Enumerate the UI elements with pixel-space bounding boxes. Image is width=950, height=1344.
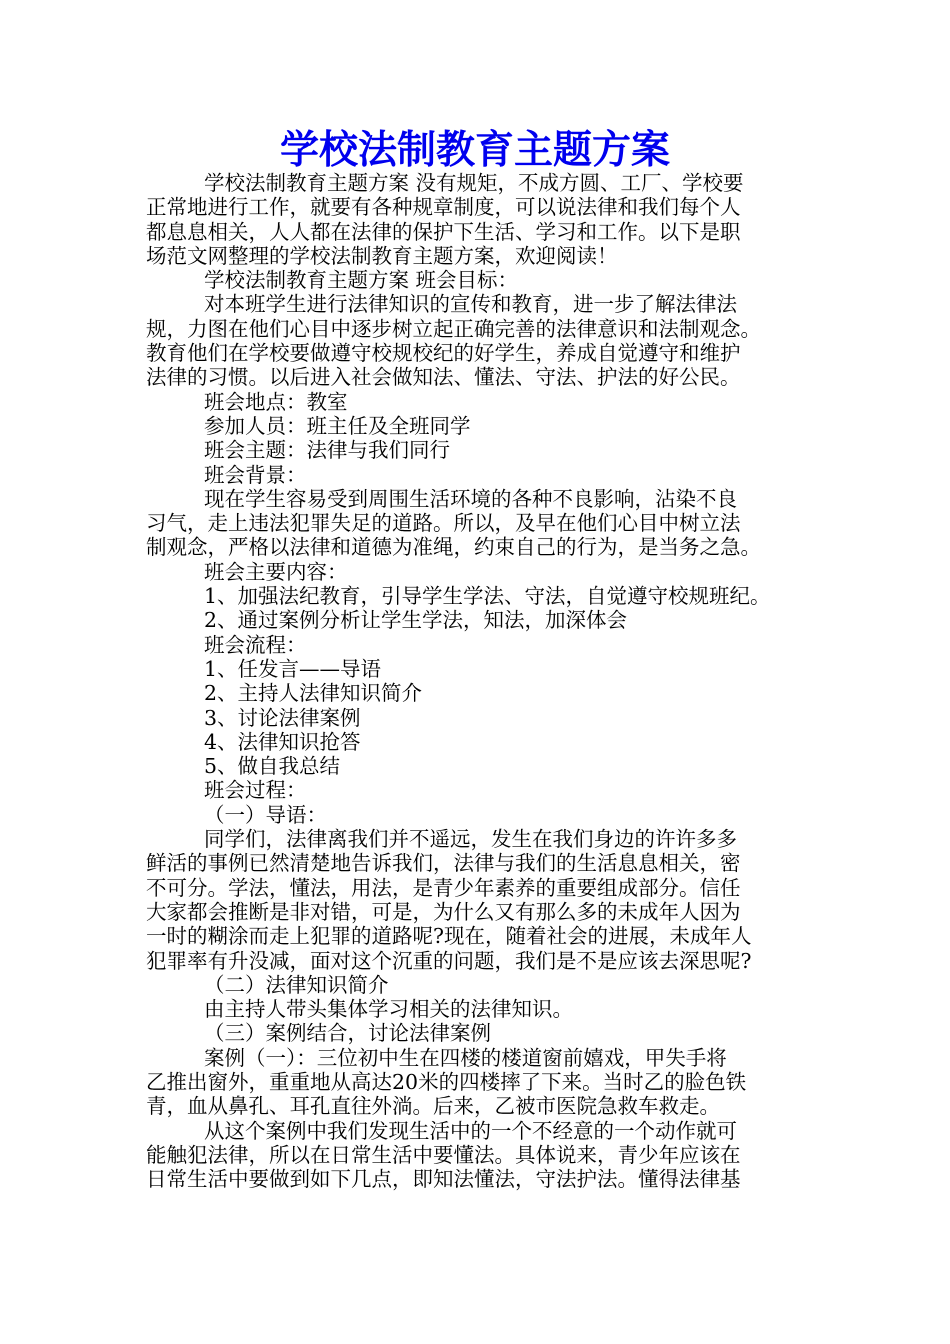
text-line: 日常生活中要做到如下几点，即知法懂法，守法护法。懂得法律基	[146, 1167, 741, 1192]
text-line: 现在学生容易受到周围生活环境的各种不良影响，沾染不良	[204, 486, 737, 511]
text-line: （一）导语：	[204, 802, 327, 827]
text-line: 对本班学生进行法律知识的宣传和教育，进一步了解法律法	[204, 292, 737, 317]
text-line: 1、任发言——导语	[204, 656, 382, 681]
text-line: 案例（一）：三位初中生在四楼的楼道窗前嬉戏，甲失手将	[204, 1045, 727, 1070]
text-line: 学校法制教育主题方案 没有规矩，不成方圆、工厂、学校要	[204, 171, 744, 195]
text-line: 4、法律知识抢答	[204, 729, 361, 754]
text-line: 由主持人带头集体学习相关的法律知识。	[204, 997, 573, 1022]
text-line: 1、加强法纪教育，引导学生学法、守法，自觉遵守校规班纪。	[204, 584, 771, 609]
text-line: 同学们，法律离我们并不遥远，发生在我们身边的许许多多	[204, 827, 737, 852]
text-line: 法律的习惯。以后进入社会做知法、懂法、守法、护法的好公民。	[146, 365, 741, 390]
text-line: 青，血从鼻孔、耳孔直往外淌。后来，乙被市医院急救车救走。	[146, 1094, 720, 1119]
text-line: 班会背景：	[204, 462, 307, 487]
document-body	[146, 171, 808, 1191]
text-line: 习气，走上违法犯罪失足的道路。所以，及早在他们心目中树立法	[146, 511, 741, 536]
text-line: 鲜活的事例已然清楚地告诉我们，法律与我们的生活息息相关，密	[146, 851, 741, 876]
text-line: 一时的糊涂而走上犯罪的道路呢?现在，随着社会的进展，未成年人	[146, 924, 752, 949]
text-line: 班会地点：教室	[204, 389, 348, 414]
text-line: 乙推出窗外，重重地从高达20米的四楼摔了下来。当时乙的脸色铁	[146, 1069, 747, 1094]
text-line: 大家都会推断是非对错，可是，为什么又有那么多的未成年人因为	[146, 899, 741, 924]
text-line: 教育他们在学校要做遵守校规校纪的好学生，养成自觉遵守和维护	[146, 341, 741, 366]
text-line: 2、主持人法律知识简介	[204, 681, 423, 706]
text-line: 都息息相关，人人都在法律的保护下生活、学习和工作。以下是职	[146, 219, 741, 244]
text-line: 正常地进行工作，就要有各种规章制度，可以说法律和我们每个人	[146, 195, 741, 220]
text-line: 从这个案例中我们发现生活中的一个不经意的一个动作就可	[204, 1118, 737, 1143]
text-line: 学校法制教育主题方案 班会目标：	[204, 268, 519, 293]
document-title: 学校法制教育主题方案	[279, 128, 670, 173]
text-line: 5、做自我总结	[204, 754, 341, 779]
text-line: 制观念，严格以法律和道德为准绳，约束自己的行为，是当务之急。	[146, 535, 761, 560]
text-line: 3、讨论法律案例	[204, 705, 361, 730]
text-line: 参加人员：班主任及全班同学	[204, 413, 471, 438]
text-line: 不可分。学法，懂法，用法，是青少年素养的重要组成部分。信任	[146, 875, 741, 900]
text-line: 班会流程：	[204, 632, 307, 657]
text-line: （二）法律知识简介	[204, 972, 389, 997]
text-line: 班会主要内容：	[204, 559, 348, 584]
text-line: 班会过程：	[204, 778, 307, 803]
text-line: 能触犯法律，所以在日常生活中要懂法。具体说来，青少年应该在	[146, 1142, 741, 1167]
text-line: 规，力图在他们心目中逐步树立起正确完善的法律意识和法制观念。	[146, 316, 761, 341]
text-line: 犯罪率有升没减，面对这个沉重的问题，我们是不是应该去深思呢?	[146, 948, 752, 973]
text-line: 班会主题：法律与我们同行	[204, 438, 450, 463]
text-line: 场范文网整理的学校法制教育主题方案，欢迎阅读！	[146, 243, 618, 268]
text-line: 2、通过案例分析让学生学法，知法，加深体会	[204, 608, 628, 633]
text-line: （三）案例结合，讨论法律案例	[204, 1021, 491, 1046]
